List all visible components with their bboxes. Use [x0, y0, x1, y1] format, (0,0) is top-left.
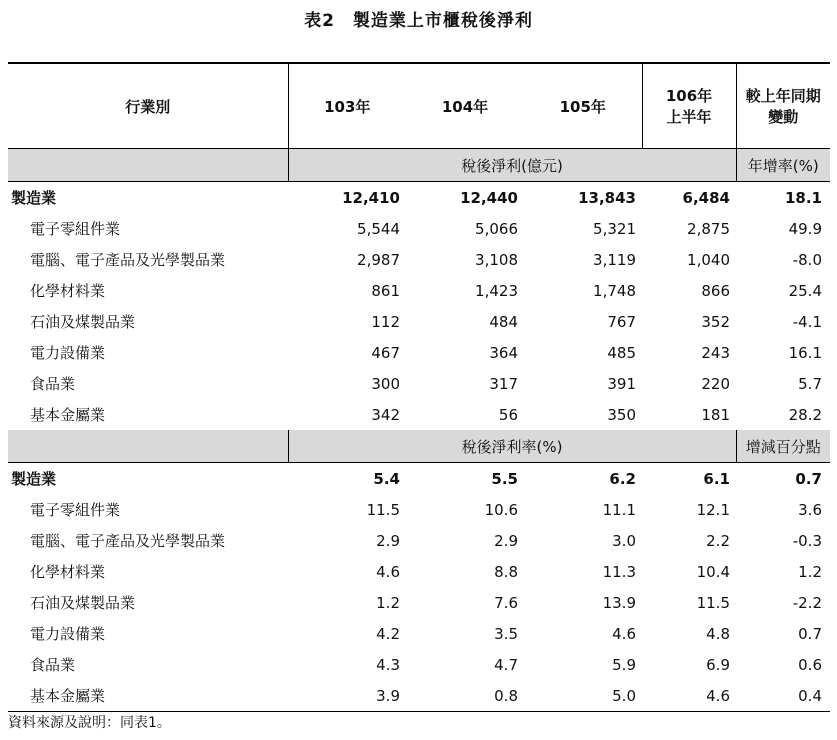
change-unit-label: 年增率(%) — [736, 149, 830, 182]
table-row — [8, 213, 830, 244]
value-106: 866 — [701, 281, 730, 300]
value-change: 0.4 — [736, 680, 830, 712]
value-106: 220 — [701, 374, 730, 393]
value-change: 0.6 — [798, 655, 822, 674]
value-change: 18.1 — [784, 188, 822, 207]
value-105: 11.3 — [602, 562, 636, 581]
value-103: 5.4 — [373, 469, 400, 488]
value-104: 3.5 — [494, 624, 518, 643]
unit-label: 稅後淨利率(%) — [288, 430, 736, 463]
header-104: 104年 — [406, 63, 524, 149]
value-103: 342 — [371, 405, 400, 424]
value-105: 11.1 — [602, 500, 636, 519]
value-change: -8.0 — [792, 250, 822, 269]
value-change: -2.2 — [792, 593, 822, 612]
table-row — [8, 182, 830, 214]
header-105: 105年 — [524, 63, 642, 149]
value-105: 5.0 — [524, 680, 642, 712]
value-106: 6.9 — [706, 655, 730, 674]
source-note: 資料來源及說明：同表1。 — [8, 715, 171, 731]
value-change: 0.7 — [795, 469, 822, 488]
header-106: 106年 上半年 — [642, 63, 736, 149]
value-104: 2.9 — [494, 531, 518, 550]
table-row — [8, 618, 830, 649]
value-103: 4.6 — [376, 562, 400, 581]
header-change: 較上年同期 變動 — [736, 63, 830, 149]
table-title: 表2 製造業上市櫃稅後淨利 — [304, 11, 533, 31]
value-105: 767 — [607, 312, 636, 331]
value-105: 350 — [607, 405, 636, 424]
table-row — [8, 337, 830, 368]
table-row — [8, 368, 830, 399]
table-row — [8, 525, 830, 556]
value-103: 3.9 — [288, 680, 406, 712]
industry-name: 電力設備業 — [30, 344, 106, 362]
value-change: 3.6 — [798, 500, 822, 519]
value-change: -0.3 — [792, 531, 822, 550]
value-104: 484 — [489, 312, 518, 331]
value-103: 300 — [371, 374, 400, 393]
value-104: 317 — [489, 374, 518, 393]
industry-name: 化學材料業 — [30, 282, 106, 300]
change-unit-label: 增減百分點 — [736, 430, 830, 463]
section-header-profit — [8, 149, 830, 182]
value-change: 0.7 — [798, 624, 822, 643]
value-105: 3.0 — [612, 531, 636, 550]
value-105: 3,119 — [593, 250, 636, 269]
value-106: 10.4 — [696, 562, 730, 581]
industry-name: 石油及煤製品業 — [30, 594, 136, 612]
value-103: 112 — [371, 312, 400, 331]
table-row — [8, 306, 830, 337]
value-106: 12.1 — [696, 500, 730, 519]
value-106: 2,875 — [687, 219, 730, 238]
value-105: 485 — [607, 343, 636, 362]
unit-label: 稅後淨利(億元) — [288, 149, 736, 182]
value-103: 861 — [371, 281, 400, 300]
section-header-margin — [8, 430, 830, 463]
value-change: 28.2 — [788, 405, 822, 424]
value-change: -4.1 — [792, 312, 822, 331]
value-103: 11.5 — [366, 500, 400, 519]
table-row — [8, 399, 830, 430]
value-104: 10.6 — [484, 500, 518, 519]
value-change: 16.1 — [788, 343, 822, 362]
table-row — [8, 275, 830, 306]
industry-name: 基本金屬業 — [30, 406, 106, 424]
value-105: 391 — [607, 374, 636, 393]
industry-name: 電子零組件業 — [30, 220, 121, 238]
value-106: 4.8 — [706, 624, 730, 643]
value-change: 5.7 — [798, 374, 822, 393]
table-row — [8, 556, 830, 587]
value-104: 5,066 — [475, 219, 518, 238]
header-103: 103年 — [288, 63, 406, 149]
industry-name: 基本金屬業 — [8, 680, 288, 712]
industry-name: 石油及煤製品業 — [30, 313, 136, 331]
value-106: 1,040 — [687, 250, 730, 269]
value-104: 3,108 — [475, 250, 518, 269]
value-105: 13.9 — [602, 593, 636, 612]
value-104: 12,440 — [460, 188, 518, 207]
table-row — [8, 463, 830, 495]
value-106: 243 — [701, 343, 730, 362]
table-row — [8, 680, 830, 712]
value-103: 467 — [371, 343, 400, 362]
value-105: 5.9 — [612, 655, 636, 674]
table-row — [8, 587, 830, 618]
value-105: 6.2 — [609, 469, 636, 488]
table-row — [8, 244, 830, 275]
table-row — [8, 494, 830, 525]
value-106: 6,484 — [682, 188, 730, 207]
value-106: 2.2 — [706, 531, 730, 550]
value-105: 5,321 — [593, 219, 636, 238]
value-105: 1,748 — [593, 281, 636, 300]
value-change: 25.4 — [788, 281, 822, 300]
header-row — [8, 63, 830, 149]
industry-name: 電腦、電子產品及光學製品業 — [30, 532, 226, 550]
industry-name: 食品業 — [30, 375, 76, 393]
industry-name: 製造業 — [11, 470, 57, 488]
value-103: 5,544 — [357, 219, 400, 238]
industry-name: 化學材料業 — [30, 563, 106, 581]
value-104: 1,423 — [475, 281, 518, 300]
industry-name: 電子零組件業 — [30, 501, 121, 519]
value-103: 4.2 — [376, 624, 400, 643]
value-106: 6.1 — [703, 469, 730, 488]
value-104: 7.6 — [494, 593, 518, 612]
value-104: 56 — [498, 405, 518, 424]
value-change: 49.9 — [788, 219, 822, 238]
value-103: 1.2 — [376, 593, 400, 612]
value-103: 12,410 — [342, 188, 400, 207]
profit-table — [8, 62, 830, 712]
industry-name: 電力設備業 — [30, 625, 106, 643]
value-106: 11.5 — [696, 593, 730, 612]
value-106: 352 — [701, 312, 730, 331]
value-104: 5.5 — [491, 469, 518, 488]
value-103: 2.9 — [376, 531, 400, 550]
value-103: 4.3 — [376, 655, 400, 674]
industry-name: 食品業 — [30, 656, 76, 674]
header-industry: 行業別 — [8, 63, 288, 149]
value-106: 4.6 — [642, 680, 736, 712]
value-103: 2,987 — [357, 250, 400, 269]
industry-name: 電腦、電子產品及光學製品業 — [30, 251, 226, 269]
value-105: 13,843 — [578, 188, 636, 207]
value-106: 181 — [701, 405, 730, 424]
value-104: 4.7 — [494, 655, 518, 674]
table-row — [8, 649, 830, 680]
value-104: 364 — [489, 343, 518, 362]
value-104: 0.8 — [406, 680, 524, 712]
value-change: 1.2 — [798, 562, 822, 581]
value-104: 8.8 — [494, 562, 518, 581]
value-105: 4.6 — [612, 624, 636, 643]
industry-name: 製造業 — [11, 189, 57, 207]
